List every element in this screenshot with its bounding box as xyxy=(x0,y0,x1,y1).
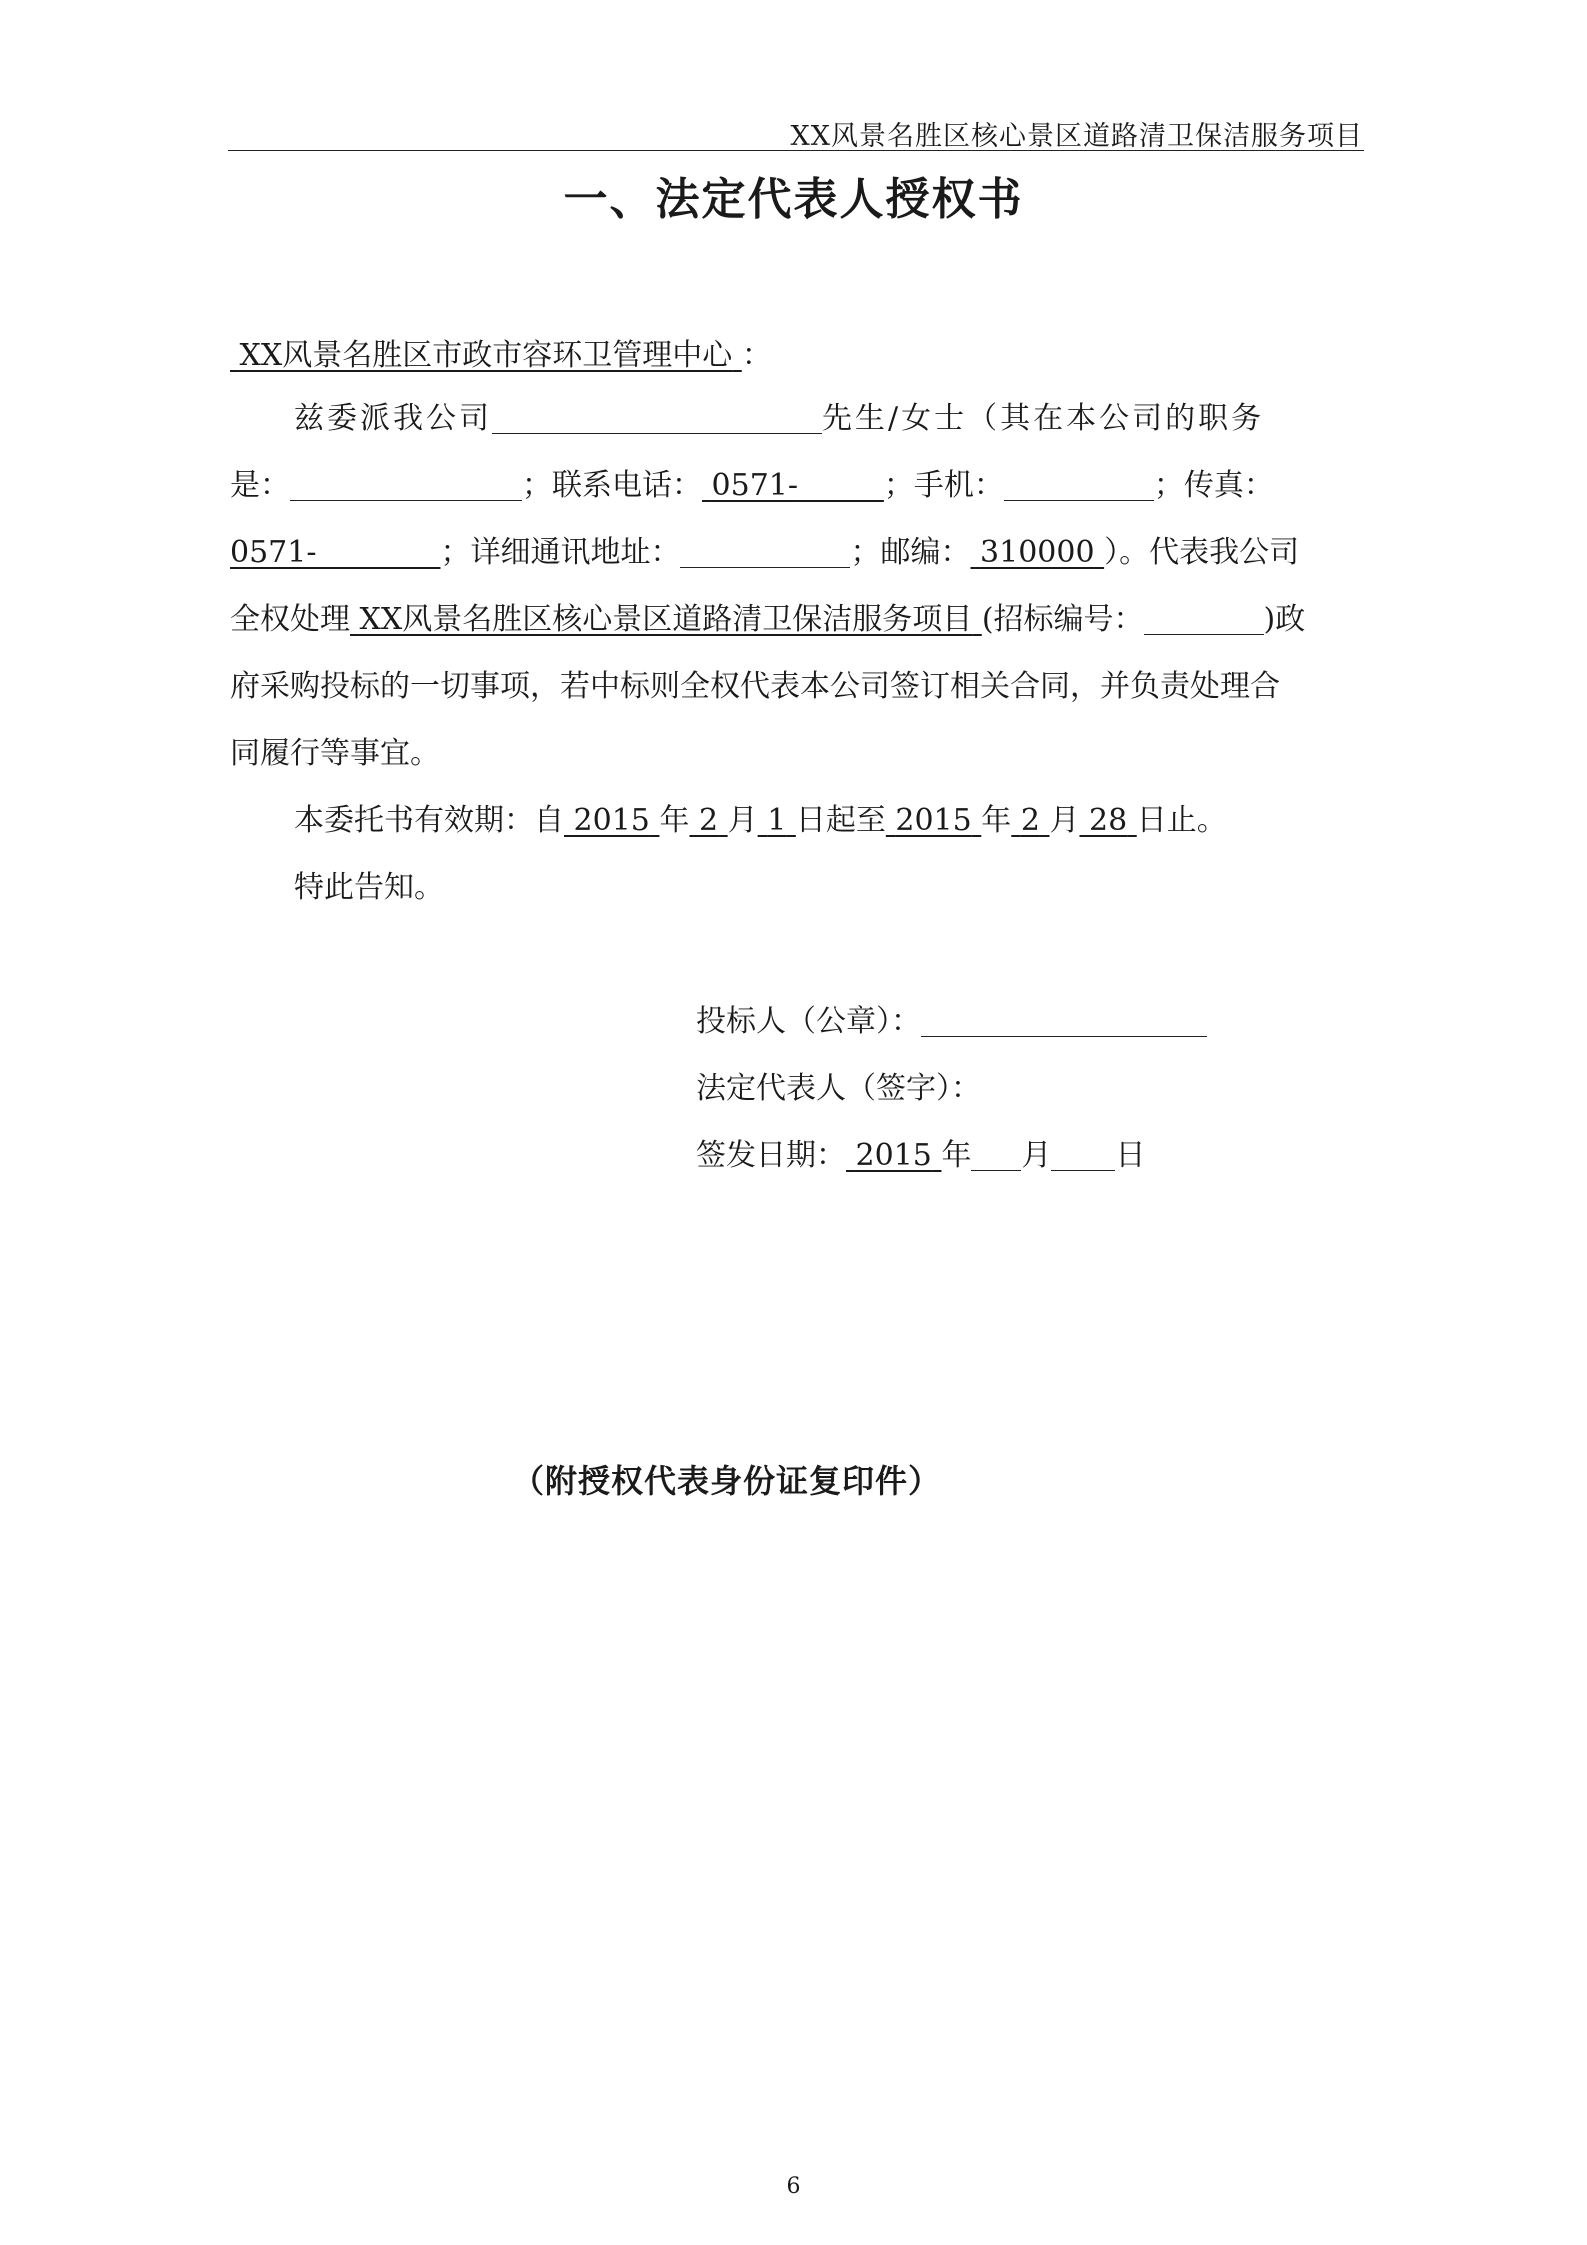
position-label: 是： xyxy=(230,468,290,503)
header-project-title: XX风景名胜区核心景区道路清卫保洁服务项目 xyxy=(790,121,1363,152)
postcode-label: ；邮编： xyxy=(850,535,971,570)
page-number: 6 xyxy=(786,2174,801,2199)
body-line-2 xyxy=(230,460,1274,504)
issue-month-field[interactable] xyxy=(971,1140,1021,1171)
phone-field[interactable]: 0571- xyxy=(711,468,799,503)
address-field[interactable] xyxy=(680,537,850,568)
scope-suffix: )政 xyxy=(1263,602,1306,637)
mobile-label: ；手机： xyxy=(883,468,1004,503)
bidder-seal-field[interactable] xyxy=(921,1006,1207,1037)
addressee-name: XX风景名胜区市政市容环卫管理中心 xyxy=(239,338,733,373)
position-field[interactable] xyxy=(290,470,522,501)
bidder-seal-line xyxy=(696,996,1207,1040)
body-line-5: 府采购投标的一切事项，若中标则全权代表本公司签订相关合同，并负责处理合 xyxy=(230,669,1280,704)
address-label: ；详细通讯地址： xyxy=(440,535,681,570)
legal-rep-label: 法定代表人（签字）： xyxy=(696,1071,981,1106)
page-title: 一、法定代表人授权书 xyxy=(563,174,1024,225)
start-day: 1 xyxy=(767,803,787,838)
body-line-3 xyxy=(230,527,1299,571)
bid-number-label: (招标编号： xyxy=(981,602,1144,637)
attachment-note: （附授权代表身份证复印件） xyxy=(512,1462,942,1500)
start-month: 2 xyxy=(699,803,719,838)
postcode-field[interactable]: 310000 xyxy=(980,535,1095,570)
mobile-field[interactable] xyxy=(1004,470,1154,501)
start-year: 2015 xyxy=(573,803,650,838)
month-unit: 月 xyxy=(727,803,758,838)
year-unit: 年 xyxy=(981,803,1012,838)
notice-line: 特此告知。 xyxy=(294,870,444,905)
end-year: 2015 xyxy=(895,803,972,838)
day-unit: 日 xyxy=(1115,1138,1146,1173)
addressee-colon: ： xyxy=(741,338,772,373)
issue-date-label: 签发日期： xyxy=(696,1138,846,1173)
fax-field[interactable]: 0571- xyxy=(230,535,317,570)
bidder-seal-label: 投标人（公章）： xyxy=(696,1004,921,1039)
end-day: 28 xyxy=(1089,803,1128,838)
month-unit: 月 xyxy=(1021,1138,1052,1173)
year-unit: 年 xyxy=(659,803,690,838)
issue-year[interactable]: 2015 xyxy=(855,1138,932,1173)
delegate-name-field[interactable] xyxy=(492,403,822,434)
delegate-suffix: 先生/女士（其在本公司的职务 xyxy=(822,401,1265,436)
header-divider xyxy=(228,150,1364,151)
legal-rep-line xyxy=(696,1063,981,1107)
delegate-prefix: 兹委派我公司 xyxy=(294,401,492,436)
phone-label: ；联系电话： xyxy=(522,468,702,503)
bid-number-field[interactable] xyxy=(1144,604,1264,635)
issue-date-line xyxy=(696,1130,1145,1174)
year-unit: 年 xyxy=(941,1138,972,1173)
validity-prefix: 本委托书有效期：自 xyxy=(294,803,564,838)
issue-day-field[interactable] xyxy=(1051,1140,1115,1171)
validity-line xyxy=(294,795,1227,839)
day-start-unit: 日起至 xyxy=(795,803,886,838)
body-line-1 xyxy=(294,393,1264,437)
scope-prefix: 全权处理 xyxy=(230,602,350,637)
project-name: XX风景名胜区核心景区道路清卫保洁服务项目 xyxy=(359,602,973,637)
day-end-unit: 日止。 xyxy=(1136,803,1227,838)
addressee-line xyxy=(230,330,772,374)
month-unit: 月 xyxy=(1049,803,1080,838)
end-month: 2 xyxy=(1020,803,1040,838)
body-line-4 xyxy=(230,594,1305,638)
body-line-6: 同履行等事宜。 xyxy=(230,736,440,771)
postcode-suffix: ）。代表我公司 xyxy=(1104,535,1300,570)
fax-label: ；传真： xyxy=(1153,468,1274,503)
